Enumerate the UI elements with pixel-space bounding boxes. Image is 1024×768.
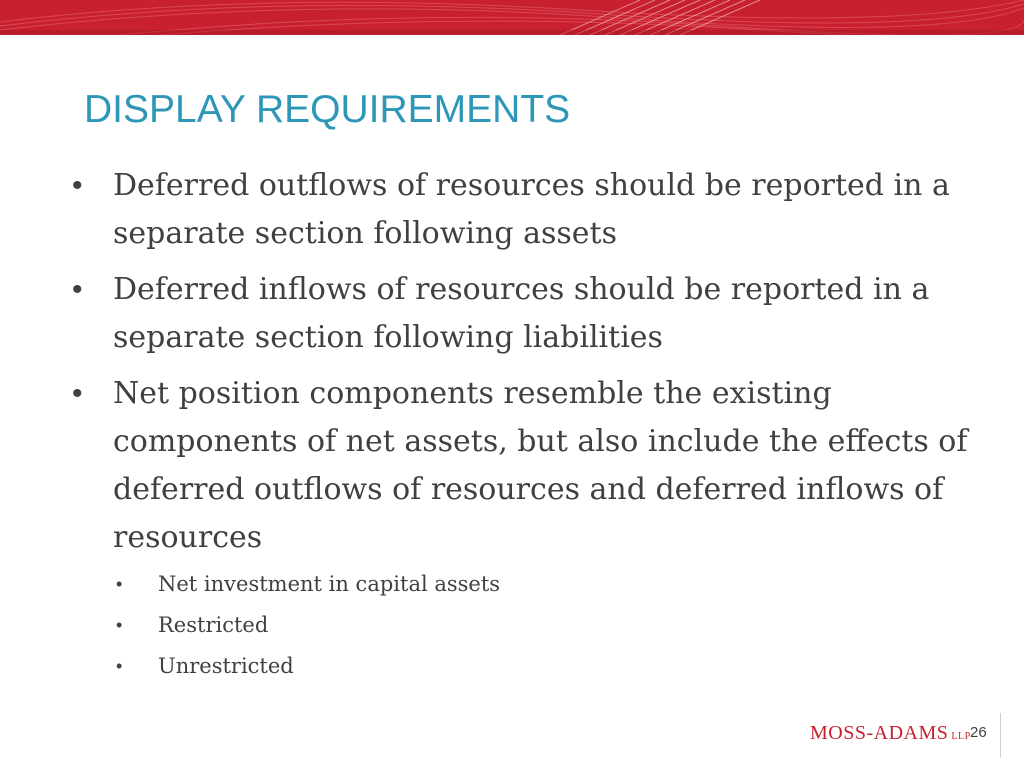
- top-banner: [0, 0, 1024, 35]
- logo-suffix: LLP: [951, 731, 971, 742]
- sub-bullet-marker: •: [116, 656, 123, 676]
- bullet-item: [72, 370, 972, 562]
- slide-title: DISPLAY REQUIREMENTS: [84, 88, 571, 131]
- bullet-list: [72, 162, 972, 570]
- sub-bullet-list: [116, 568, 500, 691]
- bullet-text: Net position components resemble the existing components of net assets, but also include the effects of deferred outflows of resources and deferred inflows of resources: [113, 376, 968, 555]
- bullet-text: Deferred outflows of resources should be reported in a separate section following assets: [113, 168, 950, 251]
- sub-bullet-text: Net investment in capital assets: [158, 572, 501, 596]
- bullet-item: [72, 266, 972, 362]
- sub-bullet-item: [116, 650, 500, 682]
- bullet-item: [72, 162, 972, 258]
- bullet-marker: •: [72, 377, 83, 410]
- page-number: 26: [970, 724, 987, 741]
- banner-swoosh-graphic: [0, 0, 1024, 35]
- moss-adams-logo: [810, 722, 971, 745]
- sub-bullet-marker: •: [116, 615, 123, 635]
- sub-bullet-item: [116, 568, 500, 600]
- bullet-marker: •: [72, 273, 83, 306]
- bullet-marker: •: [72, 169, 83, 202]
- sub-bullet-text: Restricted: [158, 613, 269, 637]
- footer-divider: [1000, 713, 1001, 758]
- sub-bullet-text: Unrestricted: [158, 654, 294, 678]
- bullet-text: Deferred inflows of resources should be reported in a separate section following liabilities: [113, 272, 930, 355]
- sub-bullet-marker: •: [116, 574, 123, 594]
- sub-bullet-item: [116, 609, 500, 641]
- logo-wordmark: MOSS-ADAMS: [810, 722, 949, 744]
